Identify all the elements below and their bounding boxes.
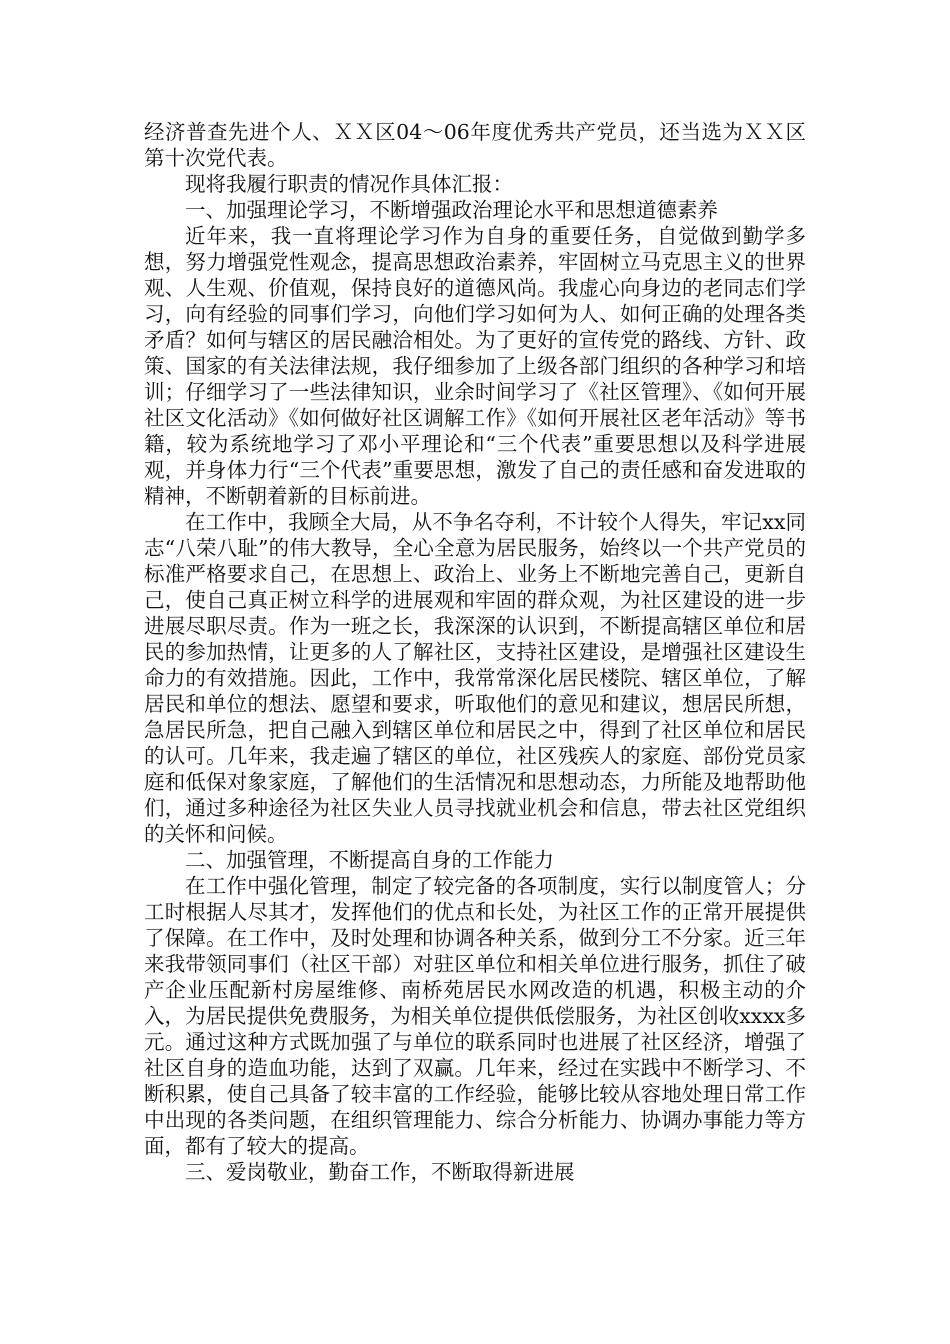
- paragraph-continuation: 经济普查先进个人、ＸＸ区04～06年度优秀共产党员，还当选为ＸＸ区第十次党代表。: [144, 120, 806, 170]
- paragraph-intro: 现将我履行职责的情况作具体汇报：: [185, 172, 513, 196]
- section-heading-1: 一、加强理论学习，不断增强政治理论水平和思想道德素养: [185, 198, 718, 222]
- document-page: [144, 119, 806, 1185]
- section-heading-2: 二、加强管理，不断提高自身的工作能力: [185, 848, 554, 872]
- paragraph-management: 在工作中强化管理，制定了较完备的各项制度，实行以制度管人；分工时根据人尽其才，发挥他们的优点和长处，为社区工作的正常开展提供了保障。在工作中，及时处理和协调各种关系，做到分工不分家。近三年来我带领同事们（社区干部）对驻区单位和相关单位进行服务，抓住了破产企业压配新村房屋维修、南桥苑居民水网改造的机遇，积极主动的介入，为居民提供免费服务，为相关单位提供低偿服务，为社区创收xxxx多元。通过这种方式既加强了与单位的联系同时也进展了社区经济，增强了社区自身的造血功能，达到了双赢。几年来，经过在实践中不断学习、不断积累，使自己具备了较丰富的工作经验，能够比较从容地处理日常工作中出现的各类问题，在组织管理能力、综合分析能力、协调办事能力等方面，都有了较大的提高。: [144, 874, 806, 1158]
- paragraph-work-service: 在工作中，我顾全大局，从不争名夺利，不计较个人得失，牢记xx同志“八荣八耻”的伟大教导，全心全意为居民服务，始终以一个共产党员的标准严格要求自己，在思想上、政治上、业务上不断地完善自己，更新自己，使自己真正树立科学的进展观和牢固的群众观，为社区建设的进一步进展尽职尽责。作为一班之长，我深深的认识到，不断提高辖区单位和居民的参加热情，让更多的人了解社区，支持社区建设，是增强社区建设生命力的有效措施。因此，工作中，我常常深化居民楼院、辖区单位，了解居民和单位的想法、愿望和要求，听取他们的意见和建议，想居民所想，急居民所急，把自己融入到辖区单位和居民之中，得到了社区单位和居民的认可。几年来，我走遍了辖区的单位，社区残疾人的家庭、部份党员家庭和低保对象家庭，了解他们的生活情况和思想动态，力所能及地帮助他们，通过多种途径为社区失业人员寻找就业机会和信息，带去社区党组织的关怀和问候。: [144, 510, 806, 846]
- section-heading-3: 三、爱岗敬业，勤奋工作，不断取得新进展: [185, 1160, 575, 1184]
- paragraph-theory-study: 近年来，我一直将理论学习作为自身的重要任务，自觉做到勤学多想，努力增强党性观念，提高思想政治素养，牢固树立马克思主义的世界观、人生观、价值观，保持良好的道德风尚。我虚心向身边的老同志们学习，向有经验的同事们学习，向他们学习如何为人、如何正确的处理各类矛盾？如何与辖区的居民融洽相处。为了更好的宣传党的路线、方针、政策、国家的有关法律法规，我仔细参加了上级各部门组织的各种学习和培训；仔细学习了一些法律知识，业余时间学习了《社区管理》、《如何开展社区文化活动》《如何做好社区调解工作》《如何开展社区老年活动》等书籍，较为系统地学习了邓小平理论和“三个代表”重要思想以及科学进展观，并身体力行“三个代表”重要思想，激发了自己的责任感和奋发进取的精神，不断朝着新的目标前进。: [144, 224, 806, 508]
